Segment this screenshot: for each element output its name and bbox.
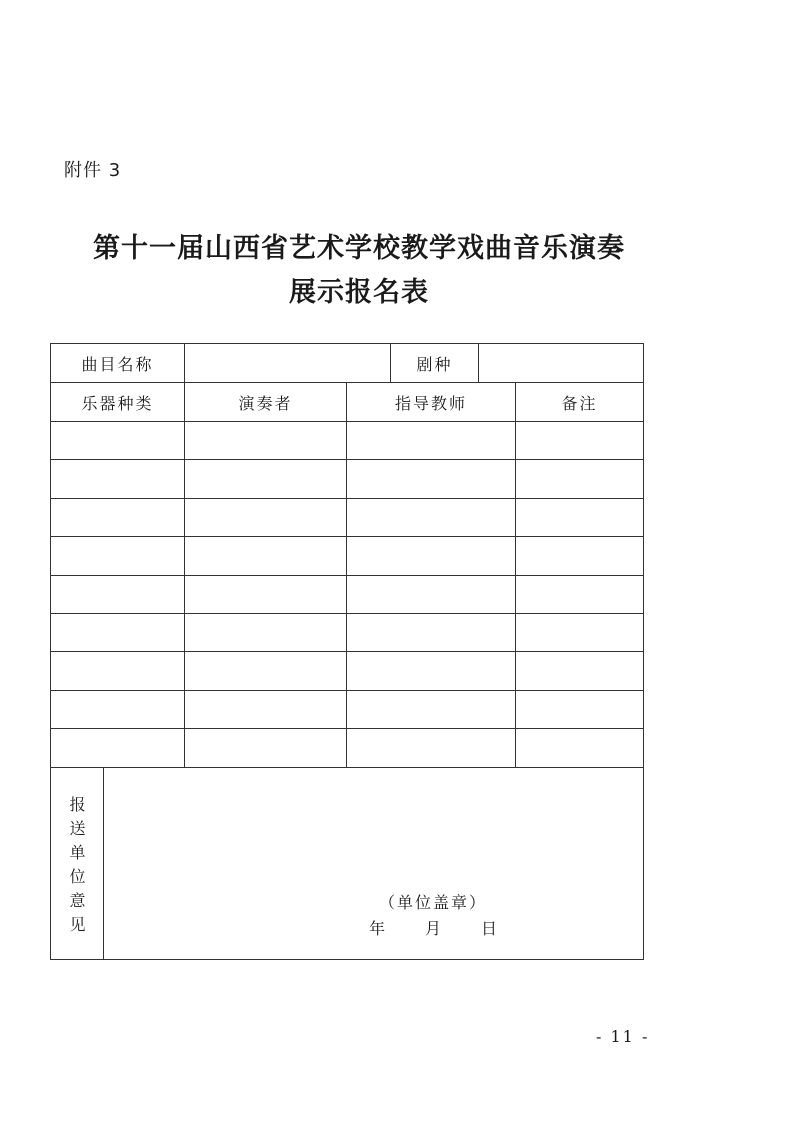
performer-cell[interactable] bbox=[185, 537, 347, 574]
instrument-cell[interactable] bbox=[51, 537, 185, 574]
performer-cell[interactable] bbox=[185, 691, 347, 728]
instructor-cell[interactable] bbox=[347, 537, 516, 574]
performer-cell[interactable] bbox=[185, 614, 347, 651]
instrument-cell[interactable] bbox=[51, 499, 185, 536]
column-header-remarks: 备注 bbox=[561, 393, 598, 413]
date-year-label: 年 bbox=[369, 919, 386, 938]
performer-cell[interactable] bbox=[185, 729, 347, 766]
remarks-cell[interactable] bbox=[516, 460, 643, 497]
unit-opinion-section bbox=[51, 768, 643, 959]
instrument-cell[interactable] bbox=[51, 460, 185, 497]
instrument-cell[interactable] bbox=[51, 614, 185, 651]
table-row bbox=[51, 691, 643, 729]
column-header-instructor: 指导教师 bbox=[347, 383, 516, 421]
remarks-cell[interactable] bbox=[516, 652, 643, 689]
instructor-cell[interactable] bbox=[347, 422, 516, 459]
performer-cell[interactable] bbox=[185, 422, 347, 459]
page-number: - 11 - bbox=[596, 1027, 650, 1046]
performer-cell[interactable] bbox=[185, 499, 347, 536]
remarks-cell[interactable] bbox=[516, 691, 643, 728]
opinion-label-char: 位 bbox=[69, 867, 86, 886]
opera-type-label: 剧种 bbox=[391, 344, 479, 382]
table-row bbox=[51, 499, 643, 537]
remarks-cell[interactable] bbox=[516, 499, 643, 536]
column-header-performer: 演奏者 bbox=[185, 383, 347, 421]
column-header-instrument: 乐器种类 bbox=[51, 383, 185, 421]
table-header-row bbox=[51, 383, 643, 422]
instructor-cell[interactable] bbox=[347, 460, 516, 497]
seal-text: （单位盖章） bbox=[379, 893, 488, 912]
table-row bbox=[51, 460, 643, 498]
piece-name-label: 曲目名称 bbox=[51, 344, 185, 382]
table-row bbox=[51, 537, 643, 575]
attachment-label: 附件 3 bbox=[64, 160, 122, 181]
remarks-cell[interactable] bbox=[516, 422, 643, 459]
date-day-label: 日 bbox=[481, 919, 498, 938]
opinion-label-char: 见 bbox=[69, 915, 86, 934]
opinion-label-char: 单 bbox=[69, 843, 86, 862]
form-title-line-2: 展示报名表 bbox=[289, 277, 429, 308]
piece-info-row bbox=[51, 344, 643, 383]
instructor-cell[interactable] bbox=[347, 729, 516, 766]
instructor-cell[interactable] bbox=[347, 691, 516, 728]
instructor-cell[interactable] bbox=[347, 652, 516, 689]
instrument-cell[interactable] bbox=[51, 691, 185, 728]
opera-type-field[interactable] bbox=[479, 344, 643, 382]
table-row bbox=[51, 614, 643, 652]
table-row bbox=[51, 729, 643, 767]
remarks-cell[interactable] bbox=[516, 729, 643, 766]
opinion-label-char: 送 bbox=[69, 819, 86, 838]
registration-form bbox=[50, 343, 644, 960]
remarks-cell[interactable] bbox=[516, 537, 643, 574]
instrument-cell[interactable] bbox=[51, 729, 185, 766]
instructor-cell[interactable] bbox=[347, 499, 516, 536]
remarks-cell[interactable] bbox=[516, 576, 643, 613]
instrument-cell[interactable] bbox=[51, 652, 185, 689]
performer-cell[interactable] bbox=[185, 460, 347, 497]
instructor-cell[interactable] bbox=[347, 614, 516, 651]
performer-cell[interactable] bbox=[185, 652, 347, 689]
remarks-cell[interactable] bbox=[516, 614, 643, 651]
table-row bbox=[51, 652, 643, 690]
form-title-line-1: 第十一届山西省艺术学校教学戏曲音乐演奏 bbox=[93, 233, 625, 264]
instrument-cell[interactable] bbox=[51, 422, 185, 459]
unit-opinion-label bbox=[51, 768, 104, 959]
opinion-label-char: 意 bbox=[69, 891, 86, 910]
instructor-cell[interactable] bbox=[347, 576, 516, 613]
performer-cell[interactable] bbox=[185, 576, 347, 613]
table-row bbox=[51, 422, 643, 460]
piece-name-field[interactable] bbox=[185, 344, 391, 382]
opinion-label-char: 报 bbox=[69, 795, 86, 814]
table-row bbox=[51, 576, 643, 614]
date-month-label: 月 bbox=[425, 919, 442, 938]
instrument-cell[interactable] bbox=[51, 576, 185, 613]
